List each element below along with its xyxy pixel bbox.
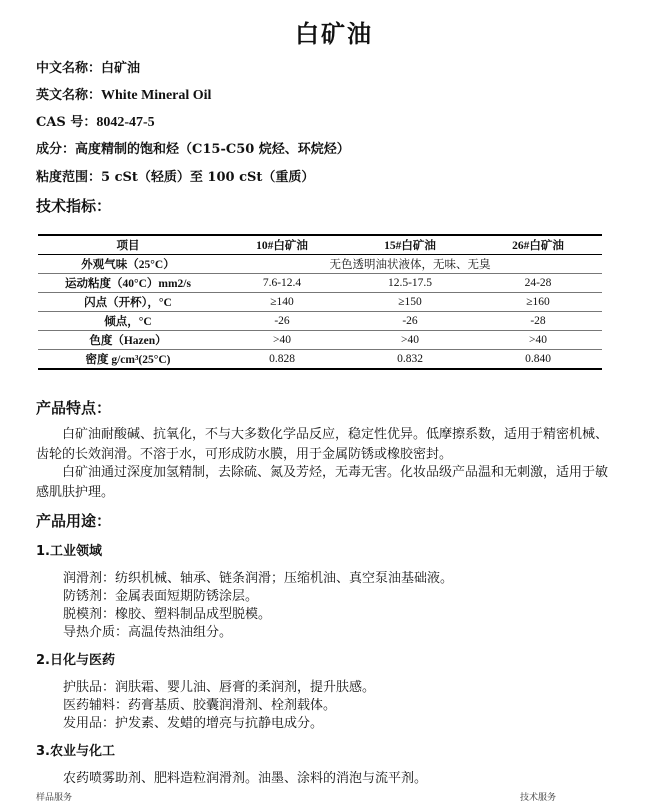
row-label: 运动粘度（40°C）mm2/s	[38, 274, 218, 293]
info-label: 成分：	[36, 142, 76, 157]
table-cell: 12.5-17.5	[346, 274, 474, 293]
list-item: 发用品：护发素、发蜡的增亮与抗静电成分。	[63, 716, 324, 731]
table-cell: 无色透明油状液体，无味、无臭	[218, 255, 602, 274]
info-value: 高度精制的饱和烃（C15-C50 烷烃、环烷烃）	[75, 142, 350, 157]
table-cell: 0.840	[525, 353, 551, 365]
info-value: White Mineral Oil	[101, 88, 212, 103]
column-header: 10#白矿油	[218, 235, 346, 255]
table-cell: ≥160	[474, 293, 602, 312]
spec-table-header-row	[38, 235, 602, 255]
info-value: 白矿油	[101, 61, 141, 76]
table-cell: ≥150	[346, 293, 474, 312]
table-cell: 24-28	[474, 274, 602, 293]
table-cell: -26	[218, 312, 346, 331]
list-item: 脱模剂：橡胶、塑料制品成型脱模。	[63, 607, 272, 622]
table-row	[38, 274, 602, 293]
table-cell: >40	[346, 331, 474, 350]
uses-heading: 产品用途：	[36, 512, 112, 530]
row-label: 闪点（开杯），°C	[38, 293, 218, 312]
table-cell: 0.832	[397, 353, 423, 365]
uses-section-title: 3.农业与化工	[36, 744, 115, 759]
column-header: 26#白矿油	[474, 235, 602, 255]
list-item: 农药喷雾助剂、肥料造粒润滑剂。油墨、涂料的消泡与流平剂。	[63, 771, 428, 786]
row-label: 倾点，°C	[38, 312, 218, 331]
list-item: 护肤品：润肤霜、婴儿油、唇膏的柔润剂，提升肤感。	[63, 680, 376, 695]
list-item: 导热介质：高温传热油组分。	[63, 625, 233, 640]
table-row	[38, 312, 602, 331]
features-paragraph-2: 白矿油通过深度加氢精制，去除硫、氮及芳烃，无毒无害。化妆品级产品温和无刺激，适用于敏感肌肤护理。	[36, 465, 609, 500]
info-value: 5 cSt（轻质）至 100 cSt（重质）	[101, 170, 315, 185]
footer-left-label: 样品服务	[36, 793, 73, 803]
row-label: 密度 g/cm³(25°C)	[85, 354, 171, 366]
column-header: 15#白矿油	[346, 235, 474, 255]
list-item: 医药辅料：药膏基质、胶囊润滑剂、栓剂载体。	[63, 698, 337, 713]
document-title: 白矿油	[295, 20, 373, 48]
info-label: 中文名称：	[36, 61, 102, 76]
info-composition	[36, 138, 350, 157]
table-cell: ≥140	[218, 293, 346, 312]
features-heading: 产品特点：	[36, 399, 112, 417]
info-chinese-name	[36, 57, 140, 76]
row-label: 色度（Hazen）	[38, 331, 218, 350]
info-label: CAS 号：	[36, 115, 97, 130]
table-row	[38, 350, 602, 370]
table-row	[38, 255, 602, 274]
row-label: 外观气味（25°C）	[38, 255, 218, 274]
info-cas-number	[36, 111, 155, 131]
info-viscosity-range	[36, 166, 314, 185]
info-label: 英文名称：	[36, 88, 102, 103]
uses-section-title: 2.日化与医药	[36, 653, 115, 668]
info-value: 8042-47-5	[96, 115, 155, 130]
table-cell: -26	[346, 312, 474, 331]
features-paragraph-1: 白矿油耐酸碱、抗氧化，不与大多数化学品反应，稳定性优异。低摩擦系数，适用于精密机械、齿轮的长效润滑。不溶于水，可形成防水膜，用于金属防锈或橡胶密封。	[36, 427, 609, 462]
table-cell: 7.6-12.4	[218, 274, 346, 293]
info-english-name	[36, 84, 211, 104]
footer-right-label: 技术服务	[520, 793, 557, 803]
table-cell: 0.828	[269, 353, 295, 365]
spec-table	[38, 234, 602, 370]
list-item: 防锈剂：金属表面短期防锈涂层。	[63, 589, 259, 604]
table-row	[38, 293, 602, 312]
column-header: 项目	[38, 235, 218, 255]
table-row	[38, 331, 602, 350]
info-label: 粘度范围：	[36, 170, 102, 185]
spec-heading: 技术指标：	[36, 197, 112, 215]
uses-section-title: 1.工业领域	[36, 544, 102, 559]
list-item: 润滑剂：纺织机械、轴承、链条润滑；压缩机油、真空泵油基础液。	[63, 571, 454, 586]
table-cell: -28	[474, 312, 602, 331]
table-cell: >40	[218, 331, 346, 350]
table-cell: >40	[474, 331, 602, 350]
